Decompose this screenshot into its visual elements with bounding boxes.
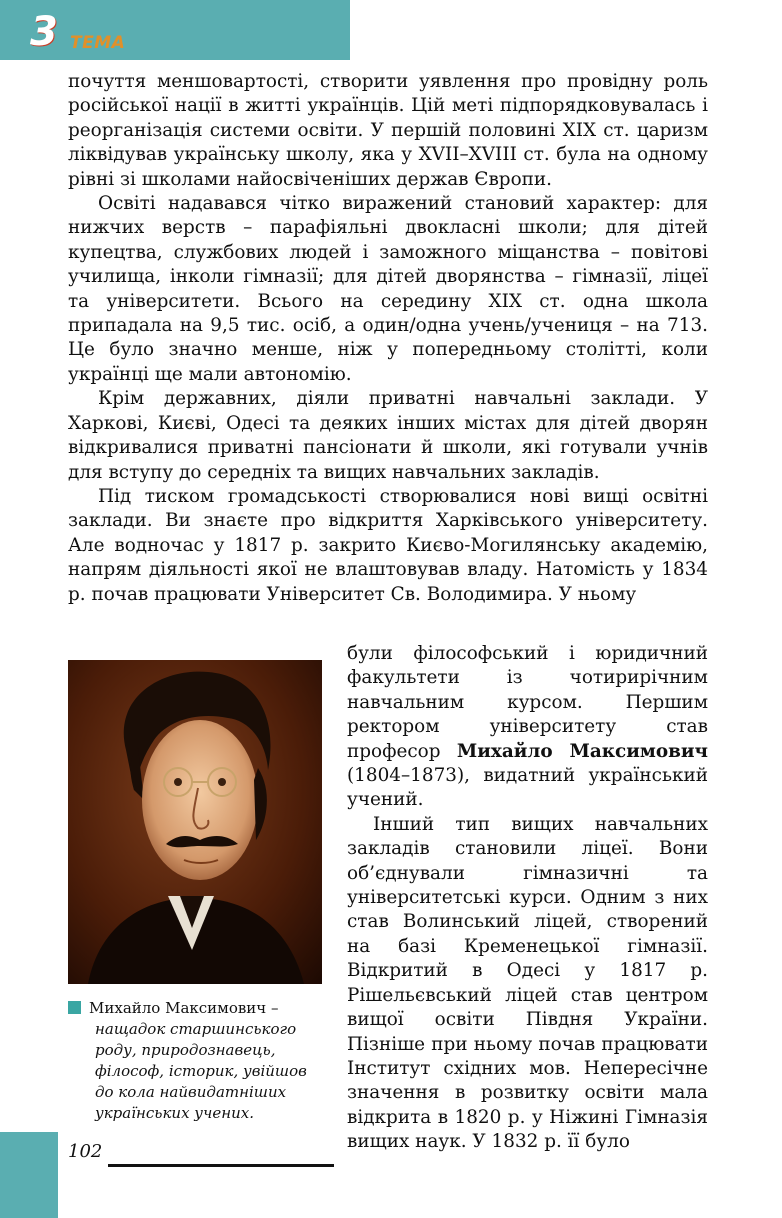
page-number: 102 [68,1141,103,1162]
side-band [0,1132,58,1218]
paragraph-part: були філософський і юридичний факультети із чотирирічним навчальним курсом. Першим ректором університету став професор [347,643,708,762]
column-text [347,642,708,1155]
paragraph: Освіті надавався чітко виражений становий характер: для нижчих верств – парафіяльні двокласні школи; для дітей купецтва, службових людей і заможного міщанства – повітові училища, інколи гімназії; для дітей дворянства – гімназії, ліцеї та університети. Всього на середину XIX ст. одна школа припадала на 9,5 тис. осіб, а один/одна учень/учениця – на 713. Це було значно менше, ніж у попередньому столітті, коли українці ще мали автономію. [68,193,708,385]
person-name: Михайло Максимович [456,740,709,762]
caption-marker-icon [68,1001,81,1014]
paragraph: Під тиском громадськості створювалися нові вищі освітні заклади. Ви знаєте про відкриття Харківського університету. Але водночас у 1817 р. закрито Києво-Могилянську академію, напрям діяльності якої не влаштовував владу. Натомість у 1834 р. почав працювати Університет Св. Володимира. У ньому [68,485,708,605]
paragraph: Крім державних, діяли приватні навчальні заклади. У Харкові, Києві, Одесі та деяких інших містах для дітей дворян відкривалися приватні пансіонати й школи, які готували учнів для вступу до середніх та вищих навчальних закладів. [68,388,708,483]
chapter-number: 3 [30,9,58,55]
chapter-word: ТЕМА [70,33,126,53]
main-text [68,70,708,607]
footer-divider [108,1164,334,1167]
paragraph: почуття меншовартості, створити уявлення про провідну роль російської нації в житті українців. Цій меті підпорядковувалась і реорганізація системи освіти. У першій половині XIX ст. царизм ліквідував українську школу, яка у XVII–XVIII ст. була на одному рівні зі школами найосвіченіших держав Європи. [68,71,708,190]
portrait-image [68,660,322,984]
caption-description: нащадок старшинського роду, природознавець, філософ, історик, увійшов до кола найвидатніших українських учених. [95,1020,307,1122]
paragraph: Інший тип вищих навчальних закладів становили ліцеї. Вони об’єднували гімназичні та університетські курси. Одним з них став Волинський ліцей, створений на базі Кременецької гімназії. Відкритий в Одесі у 1817 р. Рішельєвський ліцей став центром вищої освіти Півдня України. Пізніше при ньому почав працювати Інститут східних мов. Непересічне значення в розвитку освіти мала відкрита в 1820 р. у Ніжині Гімназія вищих наук. У 1832 р. її було [347,813,708,1153]
figure-caption [68,998,326,1124]
paragraph [347,642,708,813]
caption-name: Михайло Максимович – [89,999,279,1017]
paragraph-part: (1804–1873), видатний український учений. [347,765,708,811]
